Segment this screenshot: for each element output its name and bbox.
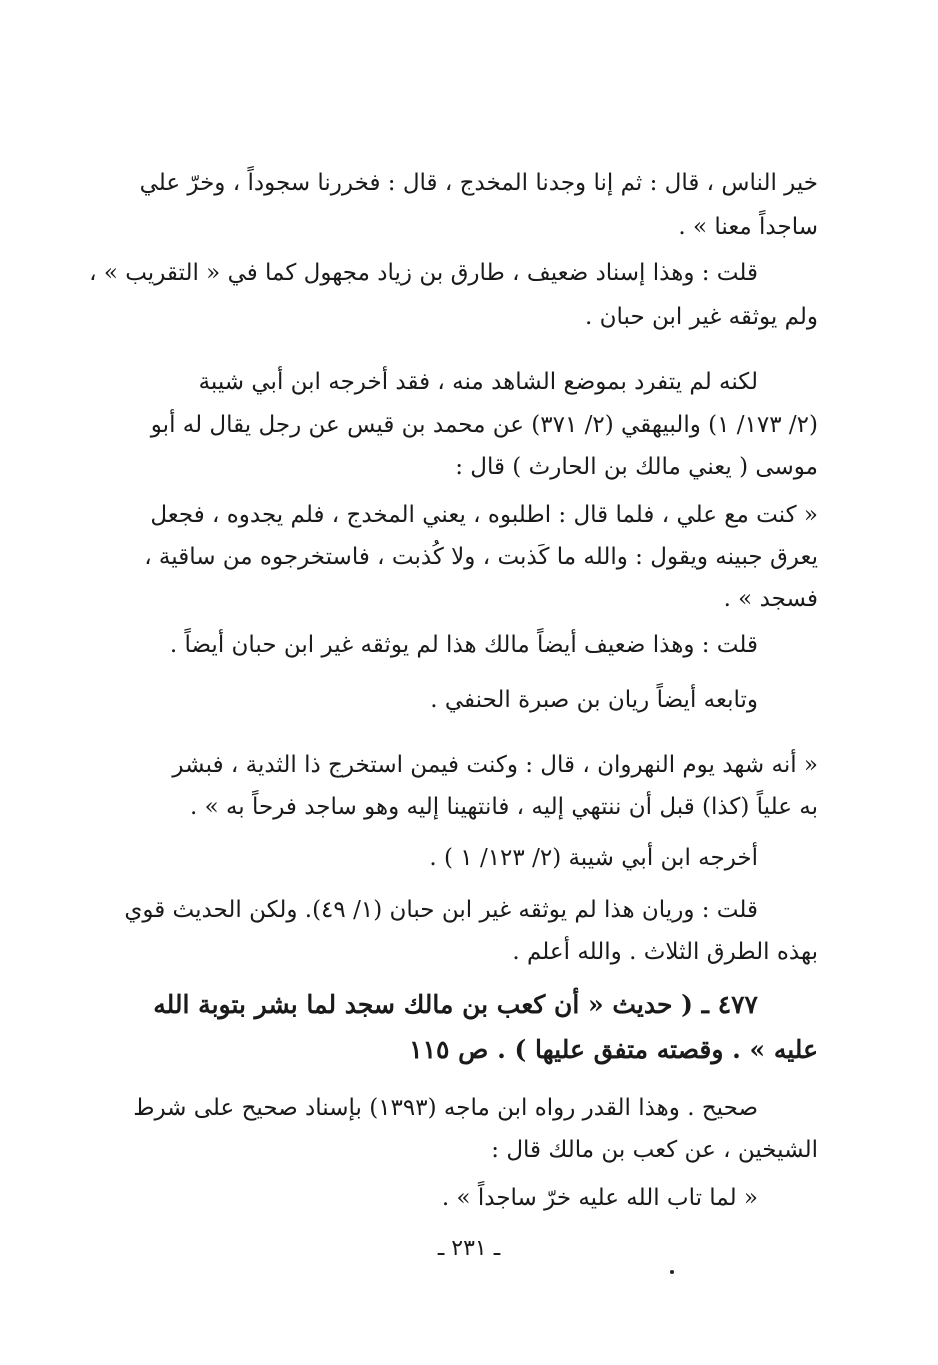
hadith-heading-line: ٤٧٧ ـ ( حديث « أن كعب بن مالك سجد لما بشر بتوبة الله bbox=[153, 990, 758, 1019]
page-number: ـ ٢٣١ ـ bbox=[437, 1236, 501, 1261]
text-line: ساجداً معنا » . bbox=[678, 214, 818, 240]
text-line: بهذه الطرق الثلاث . والله أعلم . bbox=[512, 939, 818, 965]
text-line: « كنت مع علي ، فلما قال : اطلبوه ، يعني المخدج ، فلم يجدوه ، فجعل bbox=[150, 502, 818, 528]
text-line: يعرق جبينه ويقول : والله ما كَذبت ، ولا كُذبت ، فاستخرجوه من ساقية ، bbox=[144, 544, 818, 570]
text-line: قلت : وهذا إسناد ضعيف ، طارق بن زياد مجهول كما في « التقريب » ، bbox=[89, 260, 758, 286]
text-line: « لما تاب الله عليه خرّ ساجداً » . bbox=[441, 1185, 758, 1211]
text-line: وتابعه أيضاً ريان بن صبرة الحنفي . bbox=[430, 687, 758, 713]
text-line: أخرجه ابن أبي شيبة (٢/ ١٢٣/ ١ ) . bbox=[429, 845, 758, 871]
text-line: به علياً (كذا) قبل أن ننتهي إليه ، فانتهينا إليه وهو ساجد فرحاً به » . bbox=[189, 794, 818, 820]
text-line: قلت : وريان هذا لم يوثقه غير ابن حبان (١/ ٤٩). ولكن الحديث قوي bbox=[124, 897, 758, 923]
text-line: لكنه لم يتفرد بموضع الشاهد منه ، فقد أخرجه ابن أبي شيبة bbox=[198, 369, 758, 395]
text-line: موسى ( يعني مالك بن الحارث ) قال : bbox=[455, 454, 818, 480]
text-line: (٢/ ١٧٣/ ١) والبيهقي (٢/ ٣٧١) عن محمد بن قيس عن رجل يقال له أبو bbox=[150, 412, 818, 438]
hadith-heading-line: عليه » . وقصته متفق عليها ) . ص ١١٥ bbox=[409, 1035, 818, 1064]
text-line: ولم يوثقه غير ابن حبان . bbox=[585, 304, 818, 330]
text-line: خير الناس ، قال : ثم إنا وجدنا المخدج ، قال : فخررنا سجوداً ، وخرّ علي bbox=[139, 170, 818, 196]
text-line: الشيخين ، عن كعب بن مالك قال : bbox=[491, 1137, 818, 1163]
text-line: صحيح . وهذا القدر رواه ابن ماجه (١٣٩٣) بإسناد صحيح على شرط bbox=[133, 1095, 758, 1121]
text-line: قلت : وهذا ضعيف أيضاً مالك هذا لم يوثقه غير ابن حبان أيضاً . bbox=[169, 632, 758, 658]
text-line: « أنه شهد يوم النهروان ، قال : وكنت فيمن استخرج ذا الثدية ، فبشر bbox=[172, 752, 818, 778]
text-line: فسجد » . bbox=[723, 586, 818, 612]
print-speck bbox=[670, 1270, 674, 1274]
